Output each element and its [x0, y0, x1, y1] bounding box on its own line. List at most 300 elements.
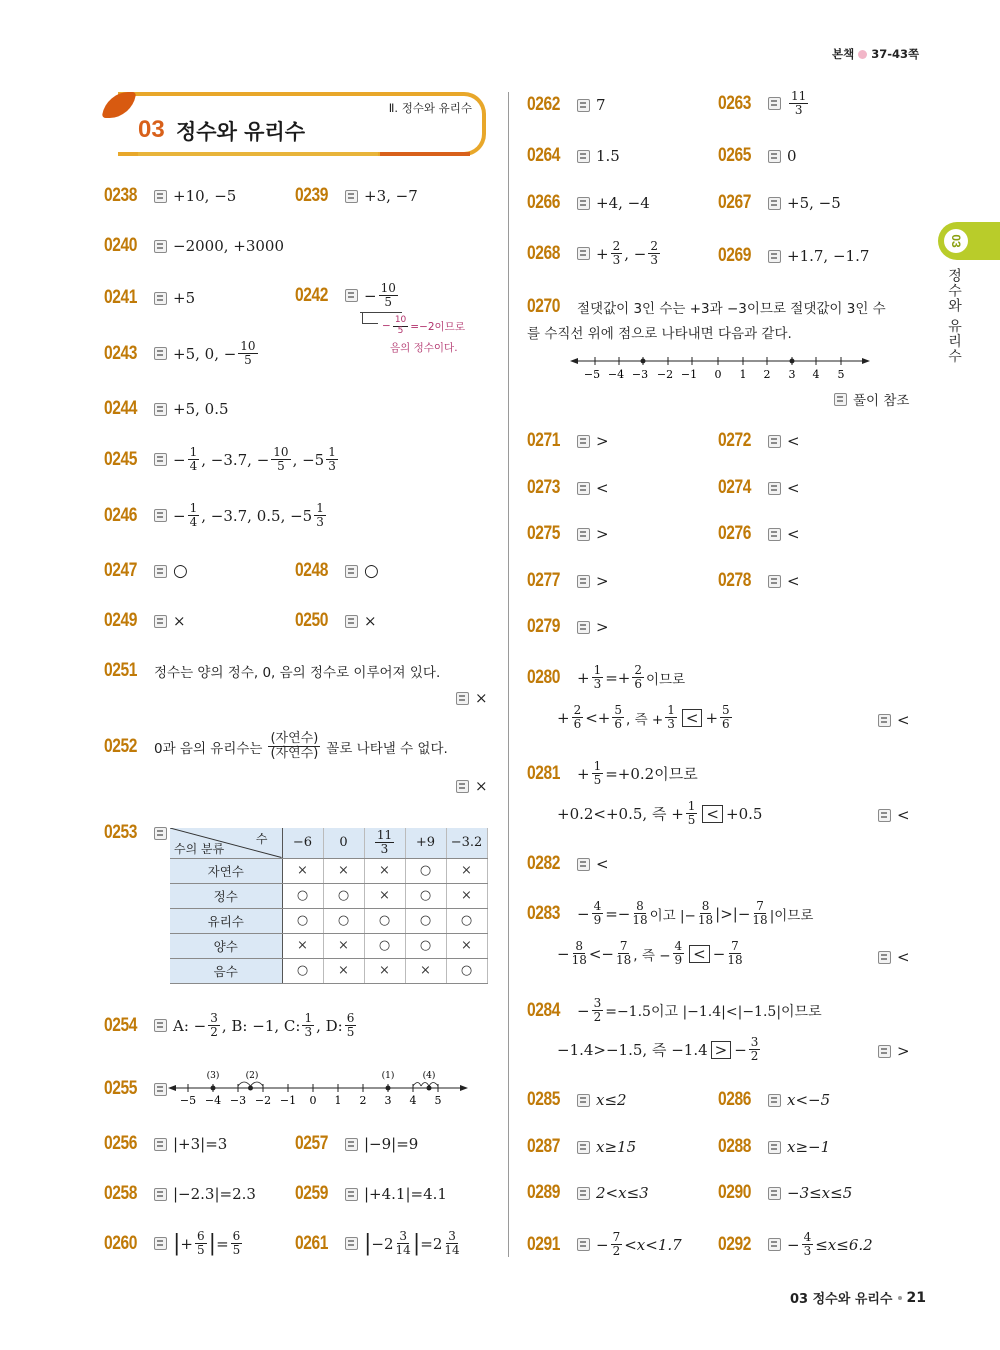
question-number: 0279: [527, 616, 561, 637]
question-number: 0266: [527, 192, 561, 213]
fraction: [789, 90, 808, 117]
answer-0267: [718, 192, 841, 214]
answer-box-icon: [154, 1138, 167, 1151]
answer-box-icon: [577, 858, 590, 871]
solution-0270-line2: [527, 322, 792, 342]
note-minus: −: [382, 320, 391, 333]
answer-box-icon: [768, 97, 781, 110]
table-cell: ×: [446, 933, 487, 958]
numerator: 2: [612, 239, 621, 253]
question-number: 0274: [718, 477, 752, 498]
denominator: 5: [384, 295, 393, 310]
tick-label: 2: [359, 1094, 367, 1107]
question-number: 0241: [104, 287, 138, 308]
denominator: 5: [346, 1025, 355, 1040]
answer-0241: [104, 287, 195, 309]
numerator: 4: [593, 899, 602, 913]
answer-value: <: [897, 711, 910, 729]
answer-sign: −: [364, 286, 377, 305]
table-cell: ○: [282, 908, 323, 933]
answer-box-icon: [154, 1188, 167, 1201]
solution-text: 절댓값이 3인 수는 +3과 −3이므로 절댓값이 3인 수: [577, 301, 886, 317]
answer-value: <: [787, 479, 800, 497]
page-range: 37-43쪽: [871, 47, 920, 61]
question-number: 0280: [527, 666, 561, 688]
answer-box-icon: [154, 240, 167, 253]
answer-0249: [104, 610, 186, 632]
question-number: 0278: [718, 570, 752, 591]
question-number: 0289: [527, 1182, 561, 1203]
table-cell: ○: [364, 933, 405, 958]
tick-label: −3: [229, 1094, 247, 1107]
tick-label: 4: [812, 368, 820, 381]
answer-box-icon: [768, 1094, 781, 1107]
question-number: 0271: [527, 430, 561, 451]
note-tail: =−2이므로: [410, 320, 465, 333]
tick-label: 3: [384, 1094, 392, 1107]
numerator: 1: [667, 703, 675, 717]
abs-bar: |: [173, 1231, 181, 1257]
answer-box-icon: [577, 1187, 590, 1200]
numerator: 7: [612, 1230, 621, 1244]
point-label: (3): [206, 1071, 220, 1081]
question-number: 0286: [718, 1089, 752, 1110]
answer-0278: [718, 570, 800, 592]
numerator: 8: [636, 899, 644, 913]
answer-box-icon: [345, 565, 358, 578]
question-number: 0291: [527, 1233, 561, 1255]
solution-0281-line1: [527, 760, 698, 787]
number-line-0255: [168, 1066, 468, 1108]
fraction: [749, 1036, 761, 1063]
tick-label: 0: [309, 1094, 317, 1107]
answer-0248: [295, 560, 379, 582]
numerator: 1: [304, 1011, 313, 1025]
question-number: 0252: [104, 735, 138, 757]
solution-0252: [104, 732, 448, 762]
question-number: 0248: [295, 560, 329, 581]
answer-0282: [527, 853, 609, 875]
numerator: 8: [575, 939, 584, 953]
expr-part: <+: [585, 708, 611, 727]
denominator: 3: [803, 1244, 812, 1259]
solution-text: 를 수직선 위에 점으로 나타내면 다음과 같다.: [527, 326, 792, 342]
answer-0277: [527, 570, 609, 592]
cross-mark: ×: [173, 612, 186, 630]
classification-table: [170, 828, 488, 984]
table-cell: ×: [446, 883, 487, 908]
answer-box-icon: [577, 1094, 590, 1107]
tick-label: −4: [607, 368, 625, 381]
answer-box-icon: [154, 615, 167, 628]
table-cell: ×: [364, 858, 405, 883]
question-number: 0261: [295, 1232, 329, 1254]
answer-0287: [527, 1136, 636, 1158]
note-fraction: [393, 316, 408, 337]
denominator: 9: [674, 953, 683, 968]
question-number: 0265: [718, 145, 752, 166]
column-header: +9: [405, 828, 446, 858]
denominator: 3: [612, 253, 621, 268]
table-row: [170, 858, 487, 883]
answer-0264: [527, 145, 620, 167]
answer-0276: [718, 523, 800, 545]
numerator: 1: [593, 663, 602, 677]
solution-text: 정수는 양의 정수, 0, 음의 정수로 이루어져 있다.: [154, 665, 441, 681]
question-number: 0275: [527, 523, 561, 544]
page-footer: [790, 1288, 926, 1307]
solution-0284-line2: [557, 1036, 762, 1063]
answer-0272: [718, 430, 800, 452]
solution-0280-line1: [527, 664, 685, 691]
boxed-answer: >: [711, 1041, 732, 1059]
denominator: 14: [444, 1243, 460, 1258]
denominator: 2: [750, 1049, 759, 1064]
numerator: 10: [273, 445, 289, 459]
answer-box-icon: [154, 453, 167, 466]
solution-0281-line2: [557, 800, 762, 827]
answer-part: −: [596, 1235, 609, 1254]
answer-0286: [718, 1089, 830, 1111]
answer-value: 1.5: [596, 147, 620, 165]
fraction: [592, 664, 604, 691]
table-cell: ○: [405, 933, 446, 958]
answer-0256: [104, 1133, 227, 1155]
tick-label: 0: [714, 368, 722, 381]
numerator: (자연수): [270, 731, 319, 746]
answer-box-icon: [154, 190, 167, 203]
fraction: [611, 240, 623, 267]
denominator: 3: [593, 677, 602, 692]
expr-part: +0.2<+0.5, 즉 +: [557, 805, 684, 824]
numerator: 2: [650, 239, 658, 253]
answer-box-icon: [456, 780, 469, 793]
question-number: 0283: [527, 902, 561, 924]
fraction: [375, 829, 394, 856]
answer-0265: [718, 145, 797, 167]
boxed-answer: <: [689, 945, 710, 963]
question-number: 0253: [104, 822, 138, 843]
question-number: 0262: [527, 94, 561, 115]
answer-0242: [295, 282, 400, 309]
answer-0263: [718, 90, 810, 117]
question-number: 0264: [527, 145, 561, 166]
denominator: 6: [573, 717, 582, 732]
fraction: [752, 900, 767, 927]
tick-label: 1: [739, 368, 747, 381]
answer-part: <x<1.7: [624, 1235, 682, 1254]
abs-bar: |: [364, 1231, 372, 1257]
frame-bottom-accent: [380, 152, 470, 156]
answer-box-icon: [768, 1187, 781, 1200]
answer-value: <: [897, 806, 910, 824]
note-line-2: 음의 정수이다.: [390, 342, 458, 354]
numerator: 7: [731, 939, 739, 953]
solution-0280-line2: [557, 704, 734, 731]
answer-0275: [527, 523, 609, 545]
answer-box-icon: [154, 565, 167, 578]
answer-value: +5: [173, 289, 196, 307]
answer-value: <: [596, 855, 609, 873]
fraction: [686, 800, 698, 827]
answer-value: +3, −7: [364, 187, 418, 205]
denominator: 2: [593, 1010, 602, 1025]
denominator: 6: [614, 717, 622, 732]
denominator: 5: [593, 773, 602, 788]
fraction: [611, 1231, 623, 1258]
answer-0254: [104, 1012, 358, 1039]
column-divider: [508, 92, 509, 1257]
answer-box-icon: [345, 289, 358, 302]
question-number: 0281: [527, 762, 561, 784]
answer-0268: [527, 240, 662, 267]
answer-part: , D:: [316, 1016, 343, 1035]
table-cell: ○: [405, 883, 446, 908]
expr-part: =+0.2이므로: [605, 765, 698, 784]
answer-part: −2: [371, 1234, 394, 1253]
fraction: [314, 502, 326, 529]
numerator: 11: [791, 89, 807, 103]
point-label: (2): [245, 1071, 259, 1081]
answer-box-icon: [154, 827, 167, 840]
frame-bottom-line: [138, 152, 378, 156]
denominator: 3: [650, 253, 658, 268]
question-number: 0287: [527, 1136, 561, 1157]
numerator: 10: [394, 315, 407, 325]
answer-0291: [527, 1231, 682, 1258]
table-cell: ×: [282, 858, 323, 883]
tick-label: −1: [279, 1094, 297, 1107]
fraction: [379, 282, 398, 309]
answer-part: , B: −1, C:: [221, 1016, 301, 1035]
answer-0238: [104, 185, 236, 207]
table-cell: ○: [446, 908, 487, 933]
answer-box-icon: [154, 292, 167, 305]
expr-part: +: [577, 764, 590, 783]
expr-part: −: [577, 1001, 590, 1020]
answer-value: >: [596, 572, 609, 590]
answer-box-icon: [834, 393, 847, 406]
question-number: 0245: [104, 448, 138, 470]
expr-part: =−: [605, 904, 631, 923]
answer-part: −: [787, 1235, 800, 1254]
table-row: [170, 958, 487, 983]
answer-0266: [527, 192, 650, 214]
numerator: 5: [722, 703, 730, 717]
number-line-0270: [570, 352, 870, 382]
tick-label: −5: [179, 1094, 197, 1107]
tick-label: −5: [583, 368, 601, 381]
answer-box-icon: [577, 247, 590, 260]
question-number: 0268: [527, 242, 561, 264]
answer-value: x<−5: [787, 1091, 831, 1109]
note-line-1: [382, 316, 465, 337]
row-label: 유리수: [170, 908, 282, 933]
fraction: [195, 1230, 207, 1257]
table-cell: ○: [282, 883, 323, 908]
answer-box-icon: [577, 99, 590, 112]
tick-label: −2: [254, 1094, 272, 1107]
answer-0289: [527, 1182, 649, 1204]
fraction: [632, 664, 644, 691]
page-number: 21: [906, 1289, 926, 1306]
table-cell: ○: [364, 908, 405, 933]
header-number-label: 수: [255, 832, 268, 846]
answer-0255: [104, 1078, 173, 1100]
answer-value: >: [596, 432, 609, 450]
answer-value: +5, −5: [787, 194, 841, 212]
denominator: 3: [667, 717, 675, 732]
answer-value: +5, 0.5: [173, 400, 229, 418]
answer-value: +1.7, −1.7: [787, 247, 870, 265]
unit-label: Ⅱ. 정수와 유리수: [388, 101, 472, 115]
answer-box-icon: [878, 714, 891, 727]
answer-0273: [527, 477, 609, 499]
table-row: [170, 933, 487, 958]
side-chapter-tab[interactable]: [938, 222, 1000, 260]
table-cell: ×: [323, 958, 364, 983]
denominator: 5: [232, 1243, 241, 1258]
fraction: [268, 732, 320, 762]
denominator: 2: [612, 1244, 621, 1259]
solution-text: 0과 음의 유리수는: [154, 740, 263, 757]
expr-part: +0.5: [726, 804, 763, 823]
answer-0290: [718, 1182, 852, 1204]
bullet-dot-icon: [858, 50, 867, 59]
answer-value: >: [596, 525, 609, 543]
answer-box-icon: [154, 1019, 167, 1032]
abs-bar: |: [412, 1231, 421, 1257]
fraction: [326, 446, 338, 473]
fraction: [208, 1012, 220, 1039]
numerator: 3: [593, 996, 602, 1010]
answer-box-icon: [577, 150, 590, 163]
answer-0240: [104, 235, 284, 257]
table-cell: ○: [323, 883, 364, 908]
fraction: [572, 704, 584, 731]
denominator: 4: [189, 515, 198, 530]
tick-label: −1: [680, 368, 698, 381]
denominator: 6: [634, 677, 642, 692]
expr-text: , 즉 +: [626, 711, 664, 728]
question-number: 0255: [104, 1078, 138, 1099]
answer-0284: [874, 1042, 910, 1060]
point-label: (4): [422, 1071, 436, 1081]
side-tab-number: 03: [944, 229, 968, 253]
circle-mark: ○: [173, 561, 188, 581]
denominator: 3: [794, 103, 803, 118]
tick-label: −4: [204, 1094, 222, 1107]
fraction: [396, 1230, 411, 1257]
denominator: 18: [571, 953, 587, 968]
question-number: 0276: [718, 523, 752, 544]
answer-part: =: [216, 1234, 229, 1253]
answer-0257: [295, 1133, 418, 1155]
answer-value: x≤2: [596, 1091, 627, 1109]
answer-0258: [104, 1183, 256, 1205]
chapter-number: 03: [138, 116, 165, 143]
numerator: 4: [674, 939, 683, 953]
numerator: 10: [240, 339, 256, 353]
expr-part: =−1.5이고 |−1.4|<|−1.5|이므로: [605, 1003, 822, 1020]
question-number: 0250: [295, 610, 329, 631]
answer-0274: [718, 477, 800, 499]
tick-label: 1: [334, 1094, 342, 1107]
solution-0251: [104, 660, 440, 682]
answer-0251: [452, 689, 488, 707]
fraction: [188, 446, 200, 473]
answer-box-icon: [768, 1238, 781, 1251]
question-number: 0292: [718, 1233, 752, 1255]
answer-0280: [874, 711, 910, 729]
answer-0252: [452, 777, 488, 795]
question-number: 0267: [718, 192, 752, 213]
tick-label: 5: [434, 1094, 442, 1107]
answer-box-icon: [878, 809, 891, 822]
answer-value: |+3|=3: [173, 1135, 228, 1153]
cross-mark: ×: [475, 689, 488, 707]
answer-value: +10, −5: [173, 187, 237, 205]
note-bracket: [362, 312, 378, 324]
question-number: 0273: [527, 477, 561, 498]
denominator: 5: [277, 459, 285, 474]
answer-box-icon: [345, 1138, 358, 1151]
row-label: 자연수: [170, 858, 282, 883]
answer-part: , −5: [292, 450, 325, 469]
numerator: 2: [634, 663, 642, 677]
answer-box-icon: [768, 482, 781, 495]
answer-value: 0: [787, 147, 797, 165]
tick-label: −3: [631, 368, 649, 381]
table-cell: ×: [364, 958, 405, 983]
answer-box-icon: [577, 1238, 590, 1251]
denominator: 9: [593, 913, 602, 928]
numerator: 5: [614, 703, 622, 717]
answer-0285: [527, 1089, 627, 1111]
answer-0269: [718, 245, 869, 267]
fraction: [592, 900, 604, 927]
fraction: [188, 502, 200, 529]
numerator: 1: [189, 445, 198, 459]
answer-part: , −: [624, 244, 647, 263]
table-cell: ○: [446, 958, 487, 983]
numerator: 6: [232, 1229, 241, 1243]
solution-text: 꼴로 나타낼 수 없다.: [326, 740, 448, 757]
row-label: 음수: [170, 958, 282, 983]
denominator: 18: [632, 913, 648, 928]
answer-0283: [874, 948, 910, 966]
question-number: 0243: [104, 342, 138, 364]
answer-0244: [104, 398, 229, 420]
denominator: 4: [189, 459, 198, 474]
answer-box-icon: [768, 435, 781, 448]
answer-value: x≥15: [596, 1138, 637, 1156]
answer-value: |−9|=9: [364, 1135, 419, 1153]
denominator: 18: [752, 913, 768, 928]
answer-value: |−2.3|=2.3: [173, 1185, 256, 1203]
answer-value: <: [787, 572, 800, 590]
answer-value: +4, −4: [596, 194, 650, 212]
answer-0281: [874, 806, 910, 824]
denominator: 6: [722, 717, 730, 732]
answer-value: +5, 0, −: [173, 344, 237, 363]
denominator: (자연수): [270, 746, 319, 762]
answer-0239: [295, 185, 418, 207]
answer-box-icon: [154, 1083, 167, 1096]
answer-box-icon: [577, 197, 590, 210]
answer-box-icon: [768, 528, 781, 541]
fraction: [271, 446, 290, 473]
